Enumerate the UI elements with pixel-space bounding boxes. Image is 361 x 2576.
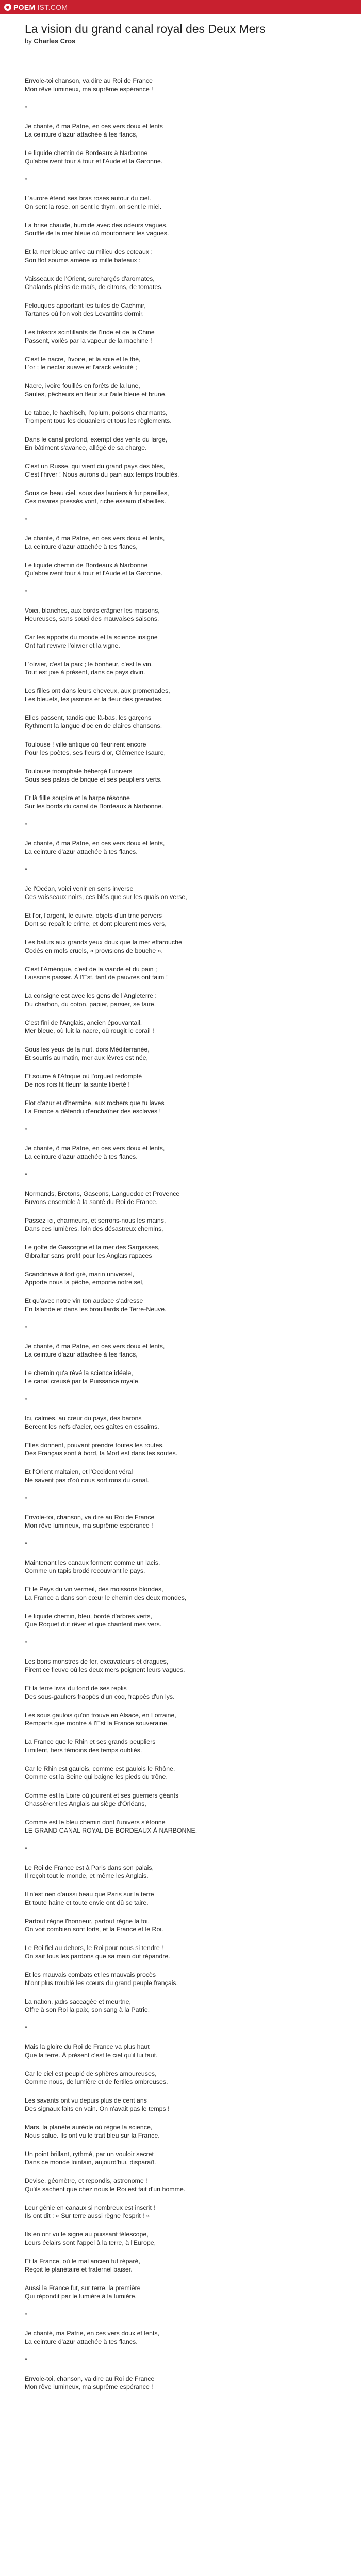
poem-line: Comme est la Seine qui baigne les pieds du trône,	[25, 1773, 168, 1781]
stanza-separator: *	[25, 2356, 28, 2364]
poem-line: Ces vaisseaux noirs, ces blés que sur les quais on verse,	[25, 893, 187, 901]
poem-line: Le chemin qu'a rêvé la science idéale,	[25, 1369, 133, 1377]
poem-line: Je l'Océan, voici venir en sens inverse	[25, 885, 134, 892]
stanza	[25, 248, 336, 264]
poem-line: Qu'ils sachent que chez nous le Roi est fait d'un homme.	[25, 2185, 186, 2193]
poem-line: Apporte nous la pêche, emporte notre sel,	[25, 1279, 144, 1286]
poem-line: Ne savent pas d'où nous sortirons du canal.	[25, 1477, 149, 1484]
poem-line: Le Roi de France est à Paris dans son palais,	[25, 1864, 154, 1871]
stanza	[25, 1414, 336, 1431]
stanza	[25, 409, 336, 425]
stanza	[25, 687, 336, 703]
stanza-separator: *	[25, 1845, 28, 1853]
poem-line: Je chante, ô ma Patrie, en ces vers doux et lents,	[25, 840, 165, 847]
stanza	[25, 2043, 336, 2059]
poem-line: Elles passent, tandis que là-bas, les garçons	[25, 714, 152, 721]
poem-line: Vaisseaux de l'Orient, surchargés d'aromates,	[25, 275, 155, 282]
poem-line: Ici, calmes, au cœur du pays, des barons	[25, 1415, 142, 1422]
stanza	[25, 1657, 336, 1674]
poem-line: Nacre, ivoire fouillés en forêts de la lune,	[25, 382, 140, 389]
stanza-separator: *	[25, 1495, 28, 1502]
stanza	[25, 1297, 336, 1313]
poem-line: Et là fillle soupire et la harpe résonne	[25, 794, 130, 802]
stanza	[25, 149, 336, 165]
poem-line: Le golfe de Gascogne et la mer des Sargasses,	[25, 1244, 160, 1251]
poem-line: Rythment la langue d'oc en de claires chansons.	[25, 722, 162, 730]
stanza	[25, 1684, 336, 1701]
stanza	[25, 633, 336, 650]
poem-line: Mon rêve lumineux, ma suprême espérance !	[25, 2383, 153, 2391]
poem-line: On sait tous les pardons que sa main dut répandre.	[25, 1953, 170, 1960]
poem-line: Il reçoit tout le monde, et même les Anglais.	[25, 1872, 149, 1879]
poem-line: Firent ce fleuve où les deux mers poignent leurs vagues.	[25, 1666, 185, 1673]
stanza	[25, 1971, 336, 1987]
stanza	[25, 1558, 336, 1575]
stanza	[25, 992, 336, 1008]
poem-line: Des Français sont à bord, la Mort est dans les soutes.	[25, 1450, 178, 1457]
stanza-separator: *	[25, 1126, 28, 1133]
stanza	[25, 1863, 336, 1880]
stanza	[25, 740, 336, 757]
poem-line: Qu'abreuvent tour à tour et l'Aude et la Garonne.	[25, 158, 163, 165]
stanza	[25, 1369, 336, 1385]
stanza	[25, 435, 336, 452]
poem-line: Laissons passer. À l'Est, tant de pauvres ont faim !	[25, 974, 168, 981]
poem-line: Normands, Bretons, Gascons, Languedoc et Provence	[25, 1190, 180, 1197]
poem-line: En bâtiment s'avance, allégé de sa charge.	[25, 444, 147, 451]
stanza	[25, 2257, 336, 2274]
stanza	[25, 2096, 336, 2113]
poem-line: Les baluts aux grands yeux doux que la mer effarouche	[25, 939, 182, 946]
poem-line: La brise chaude, humide avec des odeurs vagues,	[25, 222, 168, 229]
stanza	[25, 2123, 336, 2140]
poem-line: Et la mer bleue arrive au milieu des coteaux ;	[25, 248, 153, 256]
poem-line: Leur génie en canaux si nombreux est inscrit !	[25, 2204, 155, 2211]
stanza	[25, 2204, 336, 2220]
poem-line: Mon rêve lumineux, ma suprême espérance !	[25, 1522, 153, 1529]
stanza-separator: *	[25, 2024, 28, 2032]
top-bar	[0, 0, 361, 14]
poem-line: En Islande et dans les brouillards de Terre-Neuve.	[25, 1306, 167, 1313]
poem-line: Buvons ensemble à la santé du Roi de France.	[25, 1198, 158, 1206]
poem-line: Il n'est rien d'aussi beau que Paris sur la terre	[25, 1891, 154, 1898]
stanza	[25, 275, 336, 291]
poem-line: N'ont plus troublé les cœurs du grand peuple français.	[25, 1979, 178, 1987]
poem-line: Les filles ont dans leurs cheveux, aux promenades,	[25, 687, 170, 694]
stanza	[25, 328, 336, 345]
poem-line: Maintenant les canaux forment comme un lacis,	[25, 1559, 160, 1566]
poem-line: Comme est la Loire où jouirent et ses guerriers géants	[25, 1792, 179, 1799]
stanza	[25, 2177, 336, 2193]
stanza	[25, 382, 336, 398]
poem-line: Et sourre à l'Afrique où l'orgueil redompté	[25, 1073, 142, 1080]
poem-line: Pour les poètes, ses fleurs d'or, Clémence Isaure,	[25, 749, 166, 756]
poem-line: Dans le canal profond, exempt des vents du large,	[25, 436, 168, 443]
poem-line: Et le Pays du vin vermeil, des moissons blondes,	[25, 1586, 163, 1593]
poem-line: Qui répondit par le lumière à la lumière.	[25, 2293, 137, 2300]
poem-line: Gibraltar sans profit pour les Anglais rapaces	[25, 1252, 152, 1259]
stanza	[25, 1045, 336, 1062]
poem-line: Chassèrent les Anglais au siège d'Orléans,	[25, 1800, 146, 1807]
poem-line: Souffle de la mer bleue où moutonnent les vagues.	[25, 230, 169, 237]
poem-line: Le canal creusé par la Puissance royale.	[25, 1378, 140, 1385]
stanza	[25, 839, 336, 856]
stanza-separator: *	[25, 866, 28, 874]
poem-line: La ceinture d'azur attachée à tes flancs.	[25, 2338, 138, 2345]
poem-line: Ils en ont vu le signe au puissant télescope,	[25, 2231, 149, 2238]
stanza-separator: *	[25, 588, 28, 596]
poem-line: Et l'or, l'argent, le cuivre, objets d'un trnc pervers	[25, 912, 162, 919]
poem-line: Offre à son Roi la paix, son sang à la Patrie.	[25, 2006, 150, 2013]
poem-line: Les sous gaulois qu'on trouve en Alsace, en Lorraine,	[25, 1711, 176, 1719]
poem-line: C'est l'hiver ! Nous aurons du pain aux temps troublés.	[25, 471, 179, 478]
stanza	[25, 2150, 336, 2166]
stanza	[25, 1791, 336, 1808]
poem-line: Devise, géomètre, et repondis, astronome !	[25, 2177, 147, 2184]
poem-line: Et la terre livra du fond de ses replis	[25, 1685, 127, 1692]
logo-icon	[4, 4, 11, 11]
poem-line: Le Roi fiel au dehors, le Roi pour nous si tendre !	[25, 1944, 163, 1952]
poem-line: Le liquide chemin de Bordeaux à Narbonne	[25, 562, 148, 569]
poem-line: Les bons monstres de fer, excavateurs et dragues,	[25, 1658, 169, 1665]
poem-line: La ceinture d'azur attachée à tes flancs,	[25, 543, 138, 550]
brand-name-part2: IST.COM	[37, 3, 68, 11]
stanza-separator: *	[25, 2311, 28, 2318]
poem-line: De nos rois fit fleurir la sainte liberté !	[25, 1081, 130, 1088]
stanza	[25, 301, 336, 318]
stanza	[25, 1997, 336, 2014]
poem-line: La nation, jadis saccagée et meurtrie,	[25, 1998, 131, 2005]
poem-line: Ces navires pressés vont, riche essaim d'abeilles.	[25, 498, 166, 505]
stanza	[25, 794, 336, 810]
poem-line: Et la France, où le mal ancien fut réparé,	[25, 2258, 140, 2265]
stanza	[25, 1612, 336, 1629]
stanza	[25, 1738, 336, 1754]
poem-line: Tout est joie à présent, dans ce pays divin.	[25, 669, 145, 676]
poem-line: Ont fait revivre l'olivier et la vigne.	[25, 642, 120, 649]
stanza	[25, 561, 336, 578]
stanza-separator: *	[25, 1324, 28, 1331]
poem-line: Les savants ont vu depuis plus de cent ans	[25, 2097, 147, 2104]
poem-line: La ceinture d'azur attachée à tes flancs.	[25, 848, 138, 855]
poem-line: Le liquide chemin, bleu, bordé d'arbres verts,	[25, 1613, 152, 1620]
poem-line: Dans ce monde lointain, aujourd'hui, disparaît.	[25, 2159, 156, 2166]
stanza	[25, 1243, 336, 1260]
poem-line: Flot d'azur et d'hermine, aux rochers que tu laves	[25, 1099, 165, 1107]
poem-line: Et les mauvais combats et les mauvais procès	[25, 1971, 156, 1978]
poem-line: C'est un Russe, qui vient du grand pays des blés,	[25, 463, 165, 470]
stanza	[25, 1342, 336, 1359]
poem-line: Mer bleue, où luit la nacre, où rougit le corail !	[25, 1027, 154, 1035]
stanza	[25, 1818, 336, 1835]
stanza	[25, 1441, 336, 1458]
stanza	[25, 660, 336, 676]
poem-title: La vision du grand canal royal des Deux Mers	[25, 22, 266, 36]
poem-line: Mars, la planète auréole où règne la science,	[25, 2124, 153, 2131]
poem-line: Envole-toi, chanson, va dire au Roi de France	[25, 2375, 155, 2382]
poem-line: Les trésors scintillants de l'Inde et de la Chine	[25, 329, 155, 336]
poem-line: Sous les yeux de la nuit, dors Méditerranée,	[25, 1046, 150, 1053]
author-name[interactable]: Charles Cros	[34, 37, 76, 45]
poem-line: L'aurore étend ses bras roses autour du ciel.	[25, 195, 151, 202]
stanza	[25, 965, 336, 981]
stanza	[25, 1585, 336, 1602]
poem-line: Les bleuets, les jasmins et la fleur des grenades.	[25, 696, 163, 703]
poem-line: La ceinture d'azur attachée à tes flancs,	[25, 131, 138, 138]
poem-line: Que la terre. À présent c'est le ciel qu'il lui faut.	[25, 2052, 158, 2059]
poem-line: Mais la gloire du Roi de France va plus haut	[25, 2043, 150, 2050]
stanza	[25, 355, 336, 371]
poem-line: Bercent les nefs d'acier, ces gaîtes en essaims.	[25, 1423, 159, 1430]
stanza	[25, 1019, 336, 1035]
poem-line: L'olivier, c'est la paix ; le bonheur, c'est le vin.	[25, 660, 153, 668]
stanza	[25, 2329, 336, 2346]
stanza	[25, 534, 336, 551]
poem-line: Mon rêve lumineux, ma suprême espérance !	[25, 86, 153, 93]
author-line	[25, 37, 336, 45]
stanza	[25, 1144, 336, 1161]
stanza-separator: *	[25, 1639, 28, 1647]
stanza	[25, 462, 336, 479]
poem-line: Aussi la France fut, sur terre, la première	[25, 2284, 141, 2292]
poem-line: Codés en mots cruels, « provisions de bouche ».	[25, 947, 163, 954]
stanza	[25, 1711, 336, 1727]
poem-line: Comme un tapis brodé recouvrant le pays.	[25, 1567, 145, 1574]
poem-line: Je chante, ô ma Patrie, en ces vers doux et lents	[25, 123, 163, 130]
stanza	[25, 714, 336, 730]
poem-line: On sent la rose, on sent le thym, on sent le miel.	[25, 203, 162, 210]
poem-line: Sous ses palais de brique et ses peupliers verts.	[25, 776, 162, 783]
stanza	[25, 1072, 336, 1089]
by-label: by	[25, 37, 32, 45]
stanza-separator: *	[25, 176, 28, 183]
stanza	[25, 122, 336, 139]
poem-line: Tartanes où l'on voit des Levantins dormir.	[25, 310, 144, 317]
poem-line: Elles donnent, pouvant prendre toutes les routes,	[25, 1442, 165, 1449]
stanza-separator: *	[25, 1171, 28, 1179]
stanza	[25, 1513, 336, 1530]
stanza	[25, 1917, 336, 1934]
stanza	[25, 606, 336, 623]
stanza	[25, 194, 336, 211]
poem-line: Comme nous, de lumière et de fertiles ombreuses.	[25, 2078, 168, 2086]
poem-line: Que Roquet dut rêver et que chantent mes vers.	[25, 1621, 162, 1628]
poem-line: Leurs éclairs sont l'appel à la terre, à l'Europe,	[25, 2239, 156, 2246]
poem-line: L'or ; le nectar suave et l'arack velouté ;	[25, 364, 137, 371]
poem-line: Et sourris au matin, mer aux lèvres est née,	[25, 1054, 148, 1061]
stanza	[25, 2070, 336, 2086]
site-logo[interactable]	[4, 3, 68, 11]
poem-line: Et qu'avec notre vin ton audace s'adresse	[25, 1297, 143, 1304]
poem-line: Saules, pêcheurs en fleur sur l'aile bleue et brune.	[25, 391, 167, 398]
poem-line: Car le Rhin est gaulois, comme est gaulois le Rhône,	[25, 1765, 175, 1772]
stanza	[25, 221, 336, 238]
poem-line: Des signaux faits en vain. On n'avait pas le temps !	[25, 2105, 170, 2112]
stanza	[25, 2230, 336, 2247]
poem-line: Ils ont dit : « Sur terre aussi règne l'esprit ! »	[25, 2212, 150, 2219]
poem-line: Felouques apportant les tuiles de Cachmir,	[25, 302, 146, 309]
stanza	[25, 2284, 336, 2300]
poem-line: Dont se repaît le crime, et dont pleurent mes vers,	[25, 920, 167, 927]
poem-line: Je chante, ô ma Patrie, en ces vers doux et lents,	[25, 1145, 165, 1152]
stanza	[25, 1468, 336, 1484]
poem-line: Et l'Orient maltaien, et l'Occident véral	[25, 1468, 133, 1476]
stanza	[25, 767, 336, 784]
stanza	[25, 489, 336, 505]
stanza-separator: *	[25, 821, 28, 828]
poem-line: C'est fini de l'Anglais, ancien épouvantail.	[25, 1019, 142, 1026]
stanza	[25, 885, 336, 901]
poem-line: Trompent tous les douaniers et tous les règlements.	[25, 417, 172, 425]
poem-line: La ceinture d'azur attachée à tes flancs.	[25, 1153, 138, 1160]
stanza	[25, 1099, 336, 1115]
poem-line: Dans ces lumières, loin des désastreux chemins,	[25, 1225, 163, 1232]
stanza	[25, 1216, 336, 1233]
stanza	[25, 1190, 336, 1206]
poem-line: Envole-toi, chanson, va dire au Roi de France	[25, 1514, 155, 1521]
poem-line: La ceinture d'azur attachée à tes flancs,	[25, 1351, 138, 1358]
stanza	[25, 1765, 336, 1781]
poem-line: C'est l'Amérique, c'est de la viande et du pain ;	[25, 965, 157, 973]
poem-line: Heureuses, sans souci des mauvaises saisons.	[25, 615, 159, 622]
stanza	[25, 2375, 336, 2391]
poem-line: Le liquide chemin de Bordeaux à Narbonne	[25, 149, 148, 157]
stanza	[25, 1270, 336, 1286]
poem-line: Scandinave à tort gré, marin universel,	[25, 1270, 135, 1278]
poem-line: Car le ciel est peuplé de sphères amoureuses,	[25, 2070, 157, 2077]
poem-line: Son flot soumis amène ici mille bateaux :	[25, 257, 141, 264]
poem-line: La consigne est avec les gens de l'Angleterre :	[25, 992, 157, 999]
poem-line: Remparts que montre à l'Est la France souveraine,	[25, 1720, 169, 1727]
poem-line: Je chanté, ma Patrie, en ces vers doux et lents,	[25, 2330, 160, 2337]
poem-line: Envole-toi chanson, va dire au Roi de France	[25, 77, 153, 84]
poem-line: Chalands pleins de maïs, de citrons, de tomates,	[25, 283, 163, 291]
poem-line: C'est le nacre, l'ivoire, et la soie et le thé,	[25, 355, 141, 363]
poem-line: Un point brillant, rythmé, par un vouloir secret	[25, 2150, 154, 2158]
poem-header	[0, 14, 361, 45]
poem-line: Sous ce beau ciel, sous des lauriers à fur pareilles,	[25, 489, 169, 497]
poem-line: Comme est le bleu chemin dont l'univers s'étonne	[25, 1819, 166, 1826]
stanza	[25, 77, 336, 93]
stanza	[25, 938, 336, 955]
poem-line: Je chante, ô ma Patrie, en ces vers doux et lents,	[25, 1343, 165, 1350]
poem-line: On voit combien sont forts, et la France et le Roi.	[25, 1926, 163, 1933]
poem-body	[0, 45, 361, 2391]
poem-line: Voici, blanches, aux bords crâgner les maisons,	[25, 607, 160, 614]
poem-line: Partout règne l'honneur, partout règne la foi,	[25, 1918, 150, 1925]
poem-line: Le tabac, le hachisch, l'opium, poisons charmants,	[25, 409, 168, 416]
poem-line: Passez ici, charmeurs, et serrons-nous les mains,	[25, 1217, 166, 1224]
poem-line: Sur les bords du canal de Bordeaux à Narbonne.	[25, 803, 163, 810]
poem-line: Qu'abreuvent tour à tour et l'Aude et la Garonne.	[25, 570, 163, 577]
stanza-separator: *	[25, 104, 28, 111]
stanza-separator: *	[25, 1396, 28, 1403]
stanza	[25, 911, 336, 928]
poem-line: Car les apports du monde et la science insigne	[25, 634, 158, 641]
poem-line: Des sous-gauliers frappés d'un coq, frappés d'un lys.	[25, 1693, 175, 1700]
poem-line: Reçoit le planétaire et fraternel baiser.	[25, 2266, 133, 2273]
brand-name-part1: POEM	[13, 3, 36, 11]
poem-line: Et toute haine et toute envie ont dû se taire.	[25, 1899, 149, 1906]
poem-line: LE GRAND CANAL ROYAL DE BORDEAUX À NARBONNE.	[25, 1827, 198, 1834]
poem-line: Limitent, fiers témoins des temps oubliés.	[25, 1747, 142, 1754]
poem-line: La France a défendu d'enchaîner des esclaves !	[25, 1108, 161, 1115]
poem-line: Passent, voilés par la vapeur de la machine !	[25, 337, 152, 344]
poem-line: La France que le Rhin et ses grands peupliers	[25, 1738, 156, 1745]
poem-line: La France a dans son cœur le chemin des deux mondes,	[25, 1594, 187, 1601]
poem-line: Toulouse ! ville antique où fleurirent encore	[25, 741, 146, 748]
stanza	[25, 1890, 336, 1907]
poem-line: Nous salue. Ils ont vu le trait bleu sur la France.	[25, 2132, 160, 2139]
stanza	[25, 1944, 336, 1960]
stanza-separator: *	[25, 516, 28, 523]
stanza-separator: *	[25, 1540, 28, 1548]
poem-line: Toulouse triomphale hébergé l'univers	[25, 768, 133, 775]
poem-line: Du charbon, du coton, papier, parsier, se taire.	[25, 1001, 156, 1008]
poem-line: Je chante, ô ma Patrie, en ces vers doux et lents,	[25, 535, 165, 542]
